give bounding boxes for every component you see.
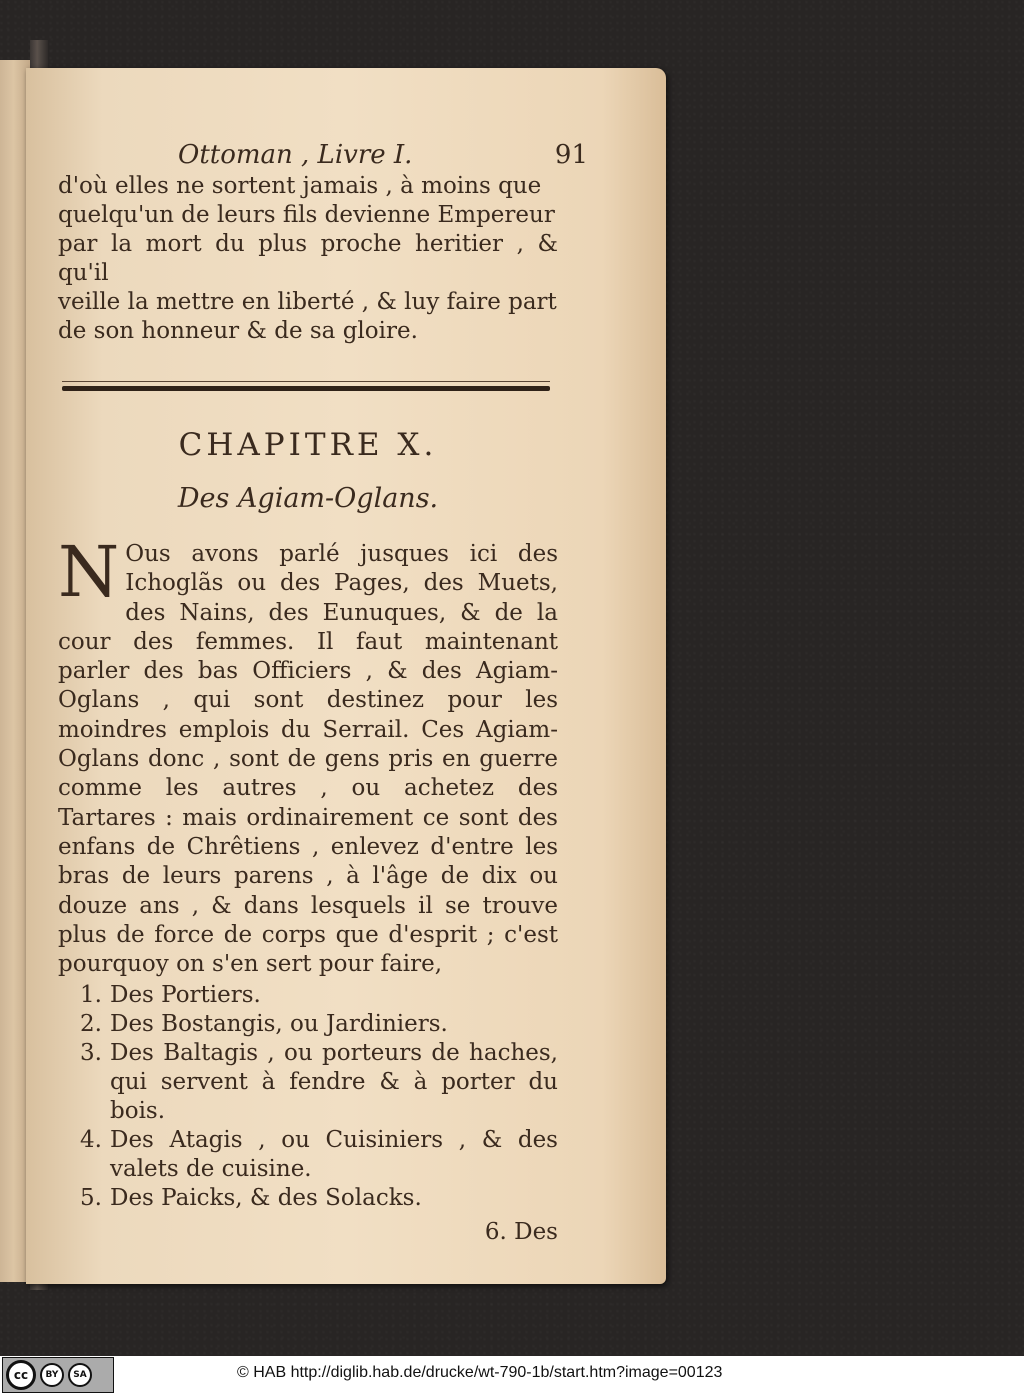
list-text: Des Bostangis, ou Jardiniers.	[110, 1011, 448, 1038]
continuation-paragraph	[58, 172, 558, 346]
catchword: 6. Des	[484, 1219, 558, 1246]
chapter-heading: CHAPITRE X.	[178, 427, 438, 463]
text-line: de son honneur & de sa gloire.	[58, 318, 418, 344]
list-number: 2.	[80, 1011, 102, 1038]
footer-bar	[0, 1356, 1024, 1395]
drop-cap: N	[58, 531, 120, 613]
list-number: 5.	[80, 1185, 102, 1212]
sa-label: SA	[73, 1370, 87, 1380]
text-line: quelqu'un de leurs fils devienne Empereur	[58, 202, 555, 228]
text-line: par la mort du plus proche heritier , & qu'il	[58, 231, 558, 286]
cc-icon: cc	[6, 1360, 36, 1390]
sa-icon	[68, 1363, 92, 1387]
running-title: Ottoman , Livre I.	[178, 140, 413, 170]
page-content	[58, 140, 588, 1245]
section-rule	[62, 386, 550, 391]
list-text: Des Paicks, & des Solacks.	[110, 1185, 422, 1212]
list-item	[80, 1039, 558, 1126]
body-paragraph	[58, 531, 558, 979]
list-number: 1.	[80, 982, 102, 1009]
attribution-link[interactable]: © HAB http://diglib.hab.de/drucke/wt-790-1b/start.htm?image=00123	[237, 1364, 723, 1381]
book-page	[26, 68, 666, 1284]
list-item	[80, 1126, 558, 1184]
list-item	[80, 981, 558, 1010]
by-icon	[40, 1363, 64, 1387]
page-number: 91	[554, 140, 588, 170]
enumerated-list	[80, 981, 558, 1213]
by-label: BY	[45, 1370, 59, 1380]
cc-license-badge[interactable]	[2, 1357, 114, 1393]
text-line: d'où elles ne sortent jamais , à moins que	[58, 173, 542, 199]
text-line: veille la mettre en liberté , & luy faire part	[58, 289, 557, 315]
chapter-subtitle: Des Agiam-Oglans.	[177, 483, 439, 514]
list-number: 3.	[80, 1040, 102, 1067]
running-head	[58, 140, 588, 174]
list-text: Des Baltagis , ou porteurs de haches, qui servent à fendre & à porter du bois.	[110, 1040, 558, 1125]
body-text: Ous avons parlé jusques ici des Ichoglãs ou des Pages, des Muets, des Nains, des Eunuques, & de la cour des femmes. Il faut maintenant parler des bas Officiers , & des Agiam-Oglans , qui sont destinez pour les moindres emplois du Serrail. Ces Agiam-Oglans donc , sont de gens pris en guerre comme les autres , ou achetez des Tartares : mais ordinairement ce sont des enfans de Chrêtiens , enlevez d'entre les bras de leurs parens , à l'âge de dix ou douze ans , & dans lesquels il se trouve plus de force de corps que d'esprit ; c'est pourquoy on s'en sert pour faire,	[58, 541, 558, 978]
list-number: 4.	[80, 1127, 102, 1154]
list-text: Des Portiers.	[110, 982, 261, 1009]
list-item	[80, 1010, 558, 1039]
list-item	[80, 1184, 558, 1213]
list-text: Des Atagis , ou Cuisiniers , & des valets de cuisine.	[110, 1127, 558, 1183]
